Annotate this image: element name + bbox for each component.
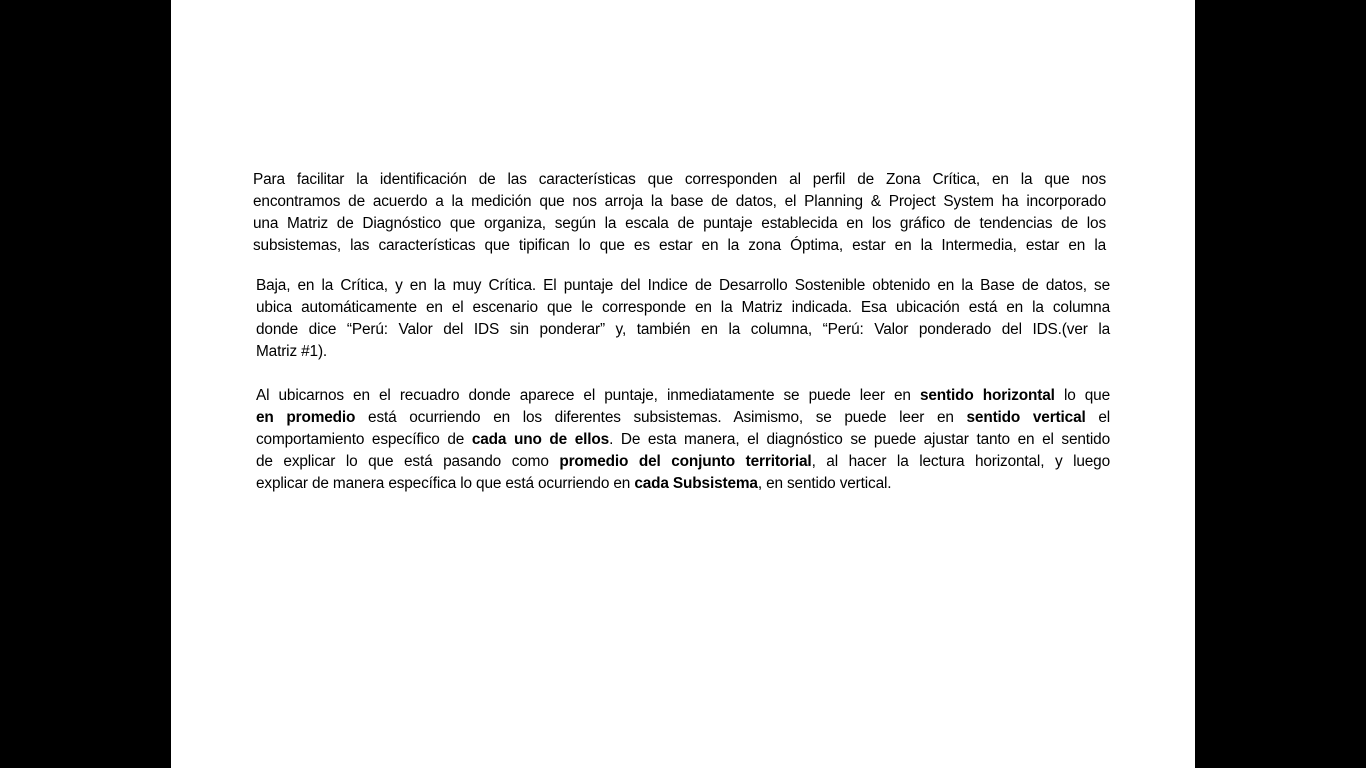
paragraph-line: Para facilitar la identificación de las características que corresponden al perfil de Zona Crítica, en la que nos: [253, 171, 1106, 188]
text-run: de explicar lo que está pasando como: [256, 453, 560, 470]
paragraph-line: [256, 407, 1110, 429]
paragraph-line: subsistemas, las características que tipifican lo que es estar en la zona Óptima, estar en la Intermedia, estar en la: [253, 237, 1106, 254]
paragraph-line: Matriz #1).: [256, 343, 328, 360]
bold-text-run: promedio del conjunto territorial: [559, 453, 812, 470]
paragraph-line: [256, 385, 1110, 407]
text-run: explicar de manera específica lo que está ocurriendo en: [256, 475, 635, 492]
paragraph-line: encontramos de acuerdo a la medición que nos arroja la base de datos, el Planning & Project System ha incorporado: [253, 193, 1106, 210]
bold-text-run: en promedio: [256, 409, 356, 426]
text-run: lo que: [1054, 387, 1110, 404]
bold-text-run: sentido vertical: [966, 409, 1086, 426]
document-page: [171, 0, 1195, 768]
paragraph-line: ubica automáticamente en el escenario que le corresponde en la Matriz indicada. Esa ubicación está en la columna: [256, 299, 1110, 316]
paragraph-intro: [253, 169, 1106, 257]
paragraph-line: una Matriz de Diagnóstico que organiza, según la escala de puntaje establecida en los gráfico de tendencias de los: [253, 215, 1106, 232]
text-run: , en sentido vertical.: [757, 475, 892, 492]
paragraph-ids-location: [256, 275, 1110, 363]
paragraph-reading-directions: [256, 385, 1110, 495]
text-run: comportamiento específico de: [256, 431, 472, 448]
text-run: el: [1085, 409, 1111, 426]
bold-text-run: sentido horizontal: [919, 387, 1055, 404]
paragraph-line: [256, 429, 1110, 451]
text-run: . De esta manera, el diagnóstico se puede ajustar tanto en el sentido: [609, 431, 1110, 448]
text-run: , al hacer la lectura horizontal, y luego: [811, 453, 1110, 470]
text-run: Al ubicarnos en el recuadro donde aparece el puntaje, inmediatamente se puede leer en: [256, 387, 920, 404]
paragraph-line: [256, 451, 1110, 473]
text-run: está ocurriendo en los diferentes subsistemas. Asimismo, se puede leer en: [355, 409, 967, 426]
bold-text-run: cada Subsistema: [634, 475, 758, 492]
bold-text-run: cada uno de ellos: [471, 431, 610, 448]
paragraph-line: [256, 473, 1110, 495]
paragraph-line: Baja, en la Crítica, y en la muy Crítica. El puntaje del Indice de Desarrollo Sostenible obtenido en la Base de datos, se: [256, 277, 1110, 294]
paragraph-line: donde dice “Perú: Valor del IDS sin ponderar” y, también en la columna, “Perú: Valor ponderado del IDS.(ver la: [256, 321, 1110, 338]
